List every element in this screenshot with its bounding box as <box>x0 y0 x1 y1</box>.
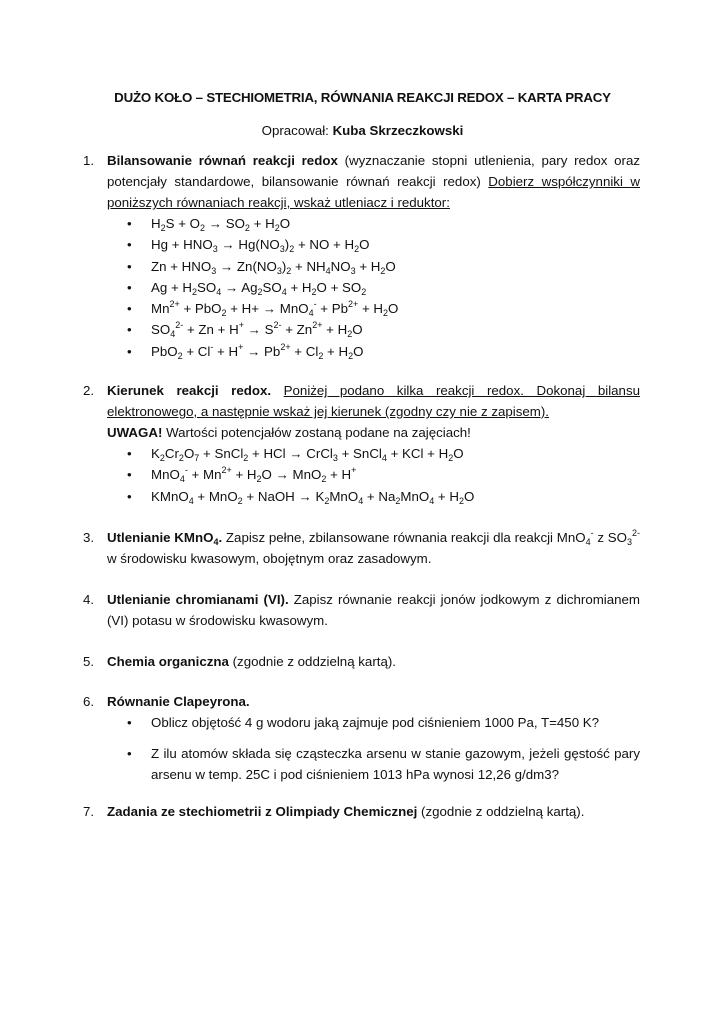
section-number: 2. <box>83 383 95 398</box>
note-label: UWAGA! <box>107 425 163 440</box>
section-6-heading: Równanie Clapeyrona. <box>107 694 250 709</box>
reaction-equation: • $Zn + HNO_3 \to Zn(NO_3)_2 + NH_4NO_3 + H_2O$ <box>107 256 640 277</box>
section-7-heading: Zadania ze stechiometrii z Olimpiady Chemicznej <box>107 804 418 819</box>
section-6-text <box>107 691 640 712</box>
section-1-heading: Bilansowanie równań reakcji redox <box>107 153 338 168</box>
section-7-body: (zgodnie z oddzielną kartą). <box>417 804 585 819</box>
reaction-list-1 <box>107 213 640 362</box>
section-number: 7. <box>83 804 95 819</box>
section-4-body: Zapisz równanie reakcji jonów jodkowym z dichromianem (VI) potasu w środowisku kwasowym. <box>107 592 641 628</box>
section-number: 4. <box>83 592 95 607</box>
reaction-equation: • $H_2S + O_2 \to SO_2 + H_2O$ <box>107 213 640 234</box>
section-2-heading: Kierunek reakcji redox. <box>107 383 272 398</box>
section-5-heading: Chemia organiczna <box>107 654 229 669</box>
section-2 <box>83 380 640 507</box>
section-1-text <box>107 150 640 213</box>
author-label: Opracował: <box>261 123 333 138</box>
section-2-text <box>107 380 640 422</box>
reaction-equation: • $K_2Cr_2O_7$ + SnCl$_2$ + HCl → CrCl$_3$ + SnCl$_4$ + KCl + $H_2O$ <box>107 443 640 464</box>
reaction-equation: • $Mn^{2+} + PbO_2 + H+ \to MnO_4^- + Pb^{2+} + H_2O$ <box>107 298 640 319</box>
section-1-desc: (wyznaczanie stopni utlenienia, pary redox oraz potencjały standardowe, bilansowanie równań reakcji redox) <box>107 153 640 189</box>
page-title: DUŻO KOŁO – STECHIOMETRIA, RÓWNANIA REAKCJI REDOX – KARTA PRACY <box>114 90 611 105</box>
section-5-text <box>107 651 640 672</box>
reaction-list-2 <box>107 443 640 507</box>
reaction-equation: • $PbO_2 + Cl^- + H^+ \to Pb^{2+} + Cl_2 + H_2O$ <box>107 341 640 362</box>
section-2-note <box>107 422 640 443</box>
author-name: Kuba Skrzeczkowski <box>332 123 464 138</box>
author-line <box>0 120 725 141</box>
section-3-heading: Utlenianie KMnO$_4$. <box>107 530 223 547</box>
reaction-equation: • $SO_4^{2-} + Zn + H^+ \to S^{2-} + Zn^{2+} + H_2O$ <box>107 319 640 340</box>
section-4 <box>83 589 641 631</box>
section-1 <box>83 150 640 362</box>
section-5-body: (zgodnie z oddzielną kartą). <box>228 654 396 669</box>
section-4-heading: Utlenianie chromianami (VI). <box>107 592 289 607</box>
section-5 <box>83 651 640 672</box>
reaction-equation: • $Hg + HNO_3 \to Hg(NO_3)_2$ + NO + $H_2O$ <box>107 234 640 255</box>
section-1-task: Dobierz współczynniki w poniższych równaniach reakcji, wskaż utleniacz i reduktor: <box>107 174 640 210</box>
section-7 <box>83 801 640 822</box>
section-number: 3. <box>83 530 95 545</box>
section-7-text <box>107 801 640 822</box>
section-4-text <box>107 589 640 631</box>
question-list <box>107 712 640 785</box>
note-text: Wartości potencjałów zostaną podane na zajęciach! <box>162 425 471 440</box>
section-number: 5. <box>83 654 95 669</box>
question-item: • Z ilu atomów składa się cząsteczka arsenu w stanie gazowym, jeżeli gęstość pary arsenu w temp. 25C i pod ciśnieniem 1013 hPa wynosi 12,26 g/dm3? <box>107 743 640 785</box>
reaction-equation: • $Ag + H_2SO_4 \to Ag_2SO_4 + H_2O + SO_2$ <box>107 277 640 298</box>
section-6 <box>83 691 640 795</box>
question-item: • Oblicz objętość 4 g wodoru jaką zajmuje pod ciśnieniem 1000 Pa, T=450 K? <box>107 712 640 733</box>
section-number: 1. <box>83 153 95 168</box>
section-3-text: Utlenianie KMnO$_4$. Zapisz pełne, zbilansowane równania reakcji dla reakcji MnO$_4$- z $SO_3^{2-}$ w środowisku kwasowym, obojętnym oraz zasadowym. <box>107 528 641 566</box>
section-3 <box>83 527 641 569</box>
section-2-task: Poniżej podano kilka reakcji redox. Dokonaj bilansu elektronowego, a następnie wskaż jej kierunek (zgodny czy nie z zapisem). <box>107 383 640 419</box>
reaction-equation: • $MnO_4^- + Mn^{2+} + H_2O \to MnO_2 + H^+$ <box>107 464 640 485</box>
section-number: 6. <box>83 694 95 709</box>
reaction-equation: • KMnO$_4$ + MnO$_2$ + NaOH → $K_2MnO_4 + Na_2MnO_4 + H_2O$ <box>107 486 640 507</box>
